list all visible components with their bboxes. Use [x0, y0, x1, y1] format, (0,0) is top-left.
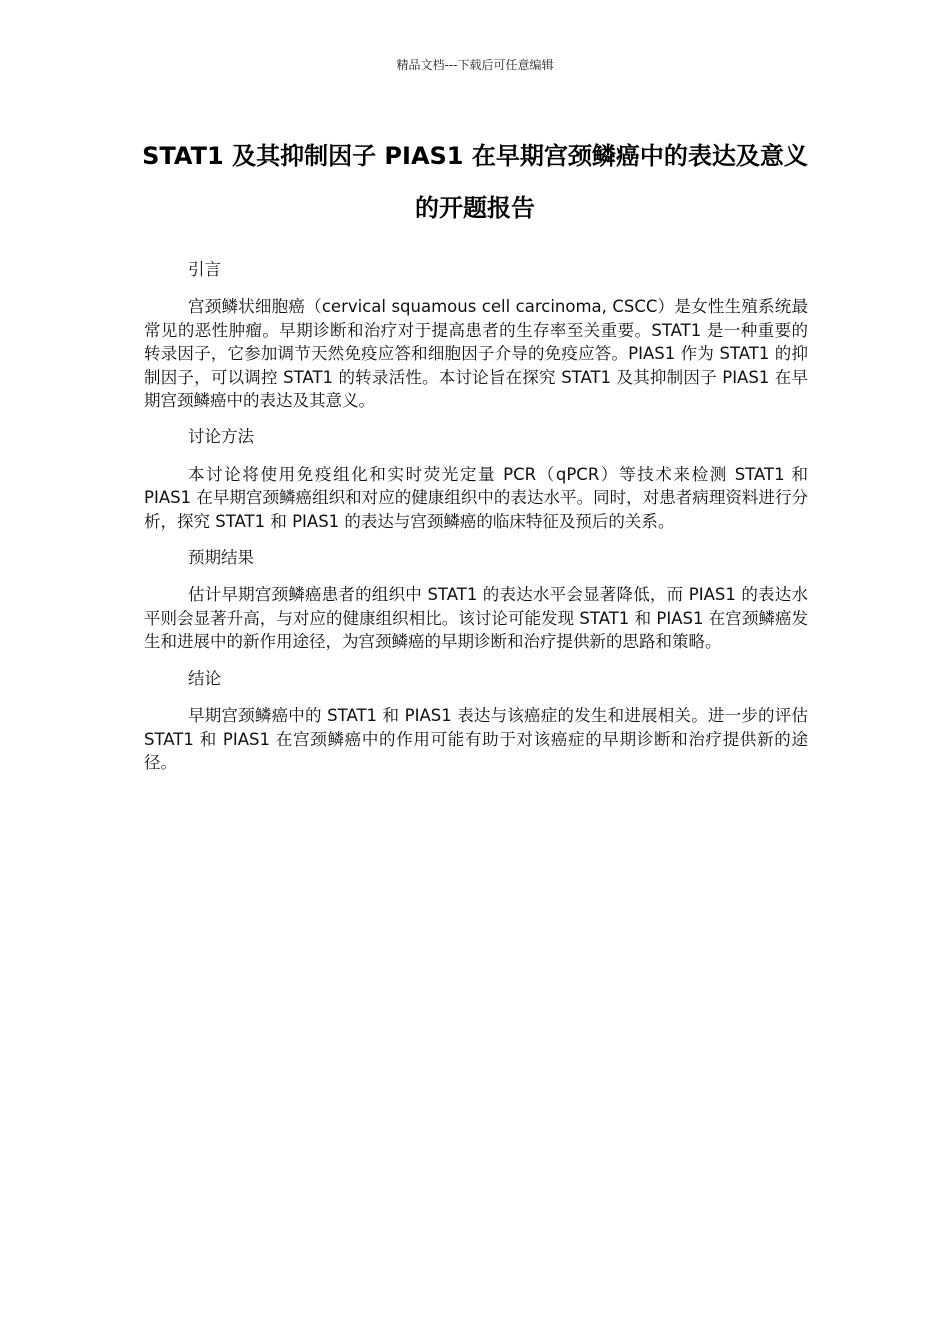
document-body: [144, 258, 808, 787]
section-heading-introduction: 引言: [188, 260, 221, 279]
section-heading-conclusion: 结论: [188, 668, 221, 688]
section-paragraph-introduction: 宫颈鳞状细胞癌（cervical squamous cell carcinoma, CSCC）是女性生殖系统最常见的恶性肿瘤。早期诊断和治疗对于提高患者的生存率至关重要。STAT1 是一种重要的转录因子，它参加调节天然免疫应答和细胞因子介导的免疫应答。PIAS1 作为 STAT1 的抑制因子，可以调控 STAT1 的转录活性。本讨论旨在探究 STAT1 及其抑制因子 PIAS1 在早期宫颈鳞癌中的表达及其意义。: [144, 297, 808, 411]
section-paragraph-methods: 本讨论将使用免疫组化和实时荧光定量 PCR（qPCR）等技术来检测 STAT1 和 PIAS1 在早期宫颈鳞癌组织和对应的健康组织中的表达水平。同时，对患者病理资料进行分析，探究 STAT1 和 PIAS1 的表达与宫颈鳞癌的临床特征及预后的关系。: [144, 464, 808, 531]
document-title: STAT1 及其抑制因子 PIAS1 在早期宫颈鳞癌中的表达及意义的开题报告: [142, 142, 808, 222]
header-note: 精品文档---下载后可任意编辑: [396, 58, 554, 72]
section-paragraph-conclusion: 早期宫颈鳞癌中的 STAT1 和 PIAS1 表达与该癌症的发生和进展相关。进一步的评估 STAT1 和 PIAS1 在宫颈鳞癌中的作用可能有助于对该癌症的早期诊断和治疗提供新的途径。: [144, 706, 808, 772]
section-heading-methods: 讨论方法: [188, 427, 254, 447]
section-heading-expected-results: 预期结果: [188, 548, 254, 568]
section-paragraph-expected-results: 估计早期宫颈鳞癌患者的组织中 STAT1 的表达水平会显著降低，而 PIAS1 的表达水平则会显著升高，与对应的健康组织相比。该讨论可能发现 STAT1 和 PIAS1 在宫颈鳞癌发生和进展中的新作用途径，为宫颈鳞癌的早期诊断和治疗提供新的思路和策略。: [144, 585, 808, 652]
